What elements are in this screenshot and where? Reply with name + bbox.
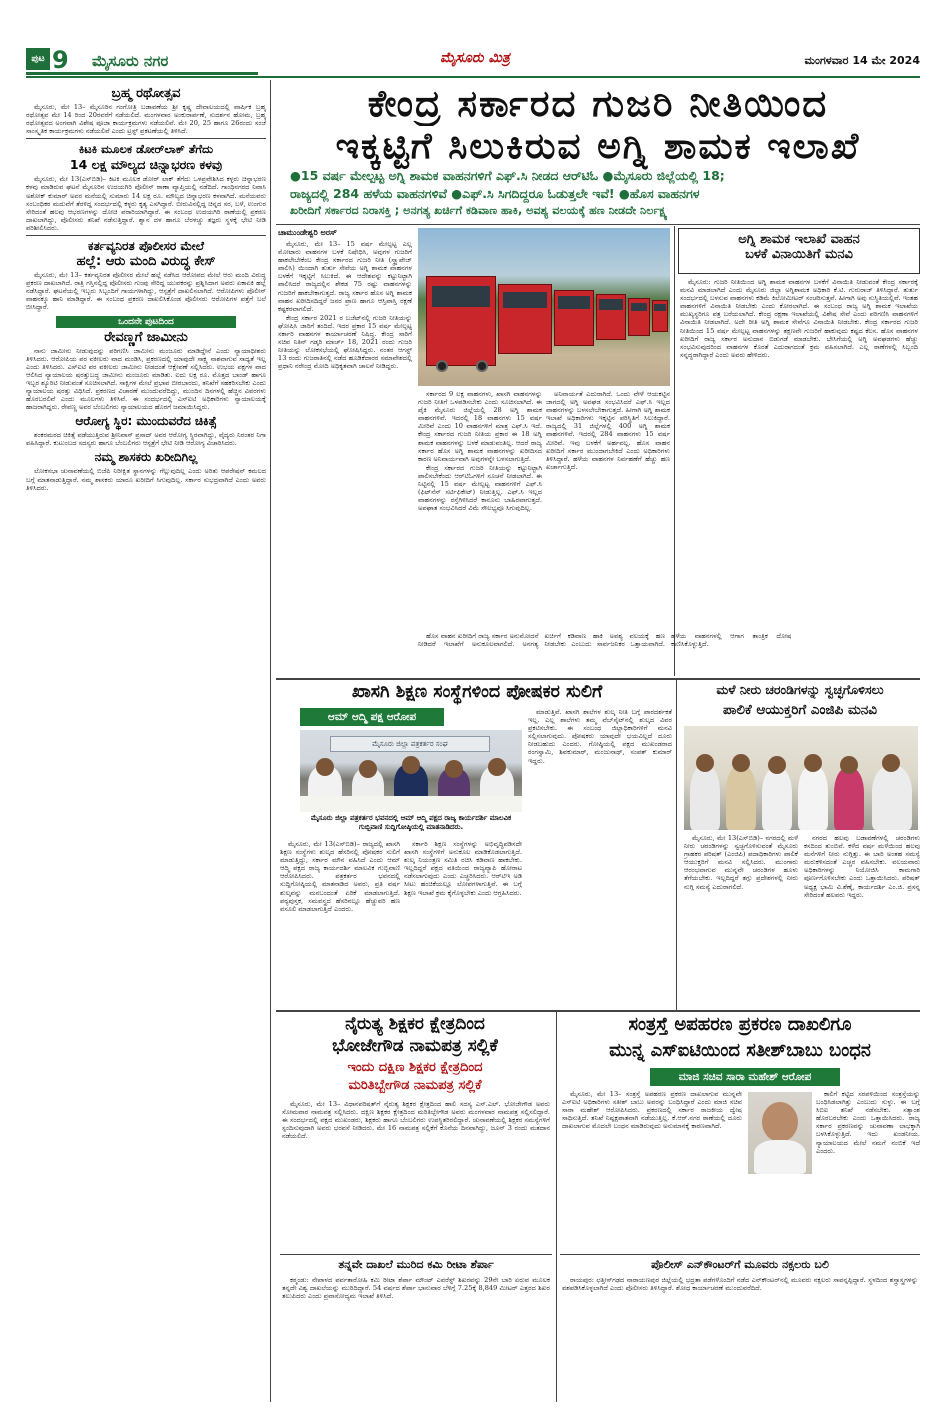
paragraph: ಕಾಲಿಗೆ ಕಟ್ಟಿದ ಸರಪಳಿಯಿಂದ ಸಂತ್ರಸ್ತೆಯನ್ನು ಬಂಧಿಸಿಡಲಾಗಿತ್ತು ಎಂಬುದು ಸುಳ್ಳು. ಈ ಬಗ್ಗೆ ಸಿಬಿಐ ತನಿಖೆ ನಡೆಸಬೇಕು. ಸತ್ಯಾಂಶ ಹೊರಬರಬೇಕು ಎಂದು ಒತ್ತಾಯಿಸಿದರು. ರಾಜ್ಯ ಸರ್ಕಾರ ಪ್ರಕರಣವನ್ನು ಚುನಾವಣಾ ಲಾಭಕ್ಕಾಗಿ ಬಳಸಿಕೊಳ್ಳುತ್ತಿದೆ. ಇದು ಖಂಡನೀಯ. ನ್ಯಾಯಾಲಯದ ಮೇಲೆ ನಮಗೆ ನಂಬಿಕೆ ಇದೆ ಎಂದರು. bbox=[816, 1090, 920, 1155]
divider bbox=[276, 1010, 920, 1012]
story-title-rathotsava: ಬ್ರಹ್ಮ ರಥೋತ್ಸವ bbox=[111, 86, 181, 101]
school-kicker: ಆಮ್ ಆದ್ಮಿ ಪಕ್ಷ ಆರೋಪ bbox=[300, 708, 444, 726]
paragraph: ಮೈಸೂರು: ಗುಜರಿ ನೀತಿಯಿಂದ ಅಗ್ನಿ ಶಾಮಕ ವಾಹನಗಳ ಬಳಕೆಗೆ ವಿನಾಯಿತಿ ನೀಡುವಂತೆ ಕೇಂದ್ರ ಸರ್ಕಾರಕ್ಕೆ ಮನವಿ ಮಾಡಲಾಗಿದೆ ಎಂದು ಮೈಸೂರು ಜಿಲ್ಲಾ ಅಗ್ನಿಶಾಮಕ ಅಧಿಕಾರಿ ಕೆ.ಟಿ. ಗುರುರಾಜ್ ತಿಳಿಸಿದ್ದಾರೆ. ತುರ್ತು ಸಂದರ್ಭದಲ್ಲಿ ಬಳಸುವ ವಾಹನಗಳು ಕಡಿಮೆ ಕಿಲೋಮೀಟರ್ ಸಂಚರಿಸುತ್ತವೆ. ಹೀಗಾಗಿ ಅವು ಸುಸ್ಥಿತಿಯಲ್ಲಿವೆ. ಇಂತಹ ವಾಹನಗಳಿಗೆ ವಿನಾಯಿತಿ ನೀಡಬೇಕು ಎಂದು ಕೋರಲಾಗಿದೆ. ಈ ಸಂಬಂಧ ರಾಜ್ಯ ಅಗ್ನಿ ಶಾಮಕ ಇಲಾಖೆಯ ಮುಖ್ಯಸ್ಥರಿಗೂ ಪತ್ರ ಬರೆಯಲಾಗಿದೆ. ಕೇಂದ್ರ ರಕ್ಷಣಾ ಇಲಾಖೆಯಲ್ಲಿ ವಿಶೇಷ ಸೇವೆ ಎಂದು ಪರಿಗಣಿಸಿ ವಾಹನಗಳಿಗೆ ವಿನಾಯಿತಿ ನೀಡಲಾಗಿದೆ. ಅದೇ ರೀತಿ ಅಗ್ನಿ ಶಾಮಕ ಸೇವೆಗೂ ವಿನಾಯಿತಿ ನೀಡಬೇಕು. ಕೇಂದ್ರ ಸರ್ಕಾರದ ಗುಜರಿ ನೀತಿಯಿಂದ 15 ವರ್ಷ ಮೇಲ್ಪಟ್ಟ ವಾಹನಗಳನ್ನು ತಕ್ಷಣವೇ ಗುಜರಿಗೆ ಹಾಕುವುದು ಕಷ್ಟದ ಕೆಲಸ. ಹೊಸ ವಾಹನಗಳ ಖರೀದಿಗೆ ರಾಜ್ಯ ಸರ್ಕಾರ ಅನುದಾನ ಬಿಡುಗಡೆ ಮಾಡಬೇಕು. ಬೇಸಿಗೆಯಲ್ಲಿ ಅಗ್ನಿ ಅವಘಡಗಳು ಹೆಚ್ಚು ಸಂಭವಿಸುವುದರಿಂದ ವಾಹನಗಳ ಕೊರತೆ ಎದುರಾಗದಂತೆ ಕ್ರಮ ವಹಿಸಲಾಗಿದೆ. ಎಲ್ಲ ಠಾಣೆಗಳಲ್ಲಿ ಸಿಬ್ಬಂದಿ ಸನ್ನದ್ಧರಾಗಿದ್ದಾರೆ ಎಂದು ಅವರು ಹೇಳಿದರು. bbox=[680, 278, 918, 359]
story-body-mla bbox=[26, 467, 266, 491]
divider bbox=[26, 235, 266, 236]
fire-exemption-title-box bbox=[678, 228, 920, 274]
paragraph: ಸರ್ಕಾರದ 9 ಲಕ್ಷ ವಾಹನಗಳು, ಖಾಸಗಿ ವಾಹನಗಳನ್ನು ಗುಜರಿ ನೀತಿಗೆ ಒಳಪಡಿಸಬೇಕು ಎಂದು ಸೂಚಿಸಲಾಗಿದೆ. ಈ ಪೈಕಿ ಮೈಸೂರು ಜಿಲ್ಲೆಯಲ್ಲಿ 28 ಅಗ್ನಿ ಶಾಮಕ ವಾಹನಗಳಿವೆ. ಇದರಲ್ಲಿ 18 ವಾಹನಗಳು 15 ವರ್ಷ ಮೀರಿವೆ ಎಂದು 10 ವಾಹನಗಳಿಗೆ ಮಾತ್ರ ಎಫ್.ಸಿ ಇದೆ. ಕೇಂದ್ರ ಸರ್ಕಾರದ ಗುಜರಿ ನೀತಿಯ ಪ್ರಕಾರ ಈ 18 ಅಗ್ನಿ ಶಾಮಕ ವಾಹನಗಳನ್ನು ಬಳಕೆ ಮಾಡುವಂತಿಲ್ಲ. ಆದರೆ ರಾಜ್ಯ ಸರ್ಕಾರ ಹೊಸ ಅಗ್ನಿ ಶಾಮಕ ವಾಹನಗಳನ್ನು ಖರೀದಿಸದ ಕಾರಣ ಅನಿವಾರ್ಯವಾಗಿ ಅವುಗಳನ್ನೇ ಬಳಸಲಾಗುತ್ತಿದೆ. bbox=[418, 390, 542, 463]
fire-trucks-photo bbox=[418, 228, 670, 386]
person-head bbox=[840, 756, 858, 774]
paragraph: ಶಂಕರಮಠದ ಚಿಕಿತ್ಸೆ ಪಡೆಯುತ್ತಿರುವ ಶ್ರೀನಿವಾಸ್ ಪ್ರಸಾದ್ ಅವರ ಆರೋಗ್ಯ ಸ್ಥಿರವಾಗಿದ್ದು, ವೈದ್ಯರು ನಿರಂತರ ನಿಗಾ ವಹಿಸಿದ್ದಾರೆ. ಕುಟುಂಬದ ಸದಸ್ಯರು ಹಾಗೂ ಬೆಂಬಲಿಗರು ಆಸ್ಪತ್ರೆಗೆ ಭೇಟಿ ನೀಡಿ ಆರೋಗ್ಯ ವಿಚಾರಿಸಿದರು. bbox=[26, 431, 266, 448]
naxal-body bbox=[562, 1276, 918, 1396]
section-title: ಮೈಸೂರು ನಗರ bbox=[92, 52, 169, 70]
story-body-rathotsava bbox=[26, 103, 266, 135]
person-head bbox=[488, 758, 506, 776]
press-banner: ಮೈಸೂರು ಜಿಲ್ಲಾ ಪತ್ರಕರ್ತರ ಸಂಘ bbox=[330, 736, 490, 752]
rain-body-col2 bbox=[804, 834, 920, 1008]
fire-truck bbox=[498, 284, 552, 354]
lead-body-col2 bbox=[418, 390, 542, 630]
school-body-col2 bbox=[404, 840, 522, 1008]
teachers-headline-line2: ಭೋಜೇಗೌಡ ನಾಮಪತ್ರ ಸಲ್ಲಿಕೆ bbox=[332, 1036, 498, 1056]
paragraph: ಮೈಸೂರು, ಮೇ 13– ಕರ್ತವ್ಯನಿರತ ಪೊಲೀಸರ ಮೇಲೆ ಹಲ್ಲೆ ನಡೆಸಿದ ಆರೋಪದ ಮೇಲೆ ಆರು ಮಂದಿ ವಿರುದ್ಧ ಪ್ರಕರಣ ದಾಖಲಾಗಿದೆ. ರಾತ್ರಿ ಗಸ್ತಿನಲ್ಲಿದ್ದ ಪೊಲೀಸರು ಗುಂಪು ಸೇರಿದ್ದ ಯುವಕರನ್ನು ಪ್ರಶ್ನಿಸಿದಾಗ ಅವರು ಏಕಾಏಕಿ ಹಲ್ಲೆ ನಡೆಸಿದ್ದಾರೆ. ಘಟನೆಯಲ್ಲಿ ಇಬ್ಬರು ಸಿಬ್ಬಂದಿಗೆ ಗಾಯಗಳಾಗಿದ್ದು, ಆಸ್ಪತ್ರೆಗೆ ದಾಖಲಿಸಲಾಗಿದೆ. ಆರೋಪಿಗಳು ಪೊಲೀಸ್ ವಾಹನಕ್ಕೂ ಹಾನಿ ಮಾಡಿದ್ದಾರೆ. ಈ ಸಂಬಂಧ ಪ್ರಕರಣ ದಾಖಲಿಸಿಕೊಂಡ ಪೊಲೀಸರು ಆರೋಪಿಗಳ ಪತ್ತೆಗೆ ಬಲೆ ಬೀಸಿದ್ದಾರೆ. bbox=[26, 271, 266, 312]
fire-exemption-title-line1: ಅಗ್ನಿ ಶಾಮಕ ಇಲಾಖೆ ವಾಹನ bbox=[738, 232, 860, 247]
masthead-logo: ಮೈಸೂರು ಮಿತ್ರ bbox=[440, 50, 510, 66]
story-title-assault-line2: ಹಲ್ಲೆ: ಆರು ಮಂದಿ ವಿರುದ್ಧ ಕೇಸ್ bbox=[76, 254, 216, 270]
person-head bbox=[804, 754, 822, 772]
person bbox=[726, 766, 756, 830]
fire-truck bbox=[426, 276, 496, 366]
divider bbox=[560, 1254, 920, 1255]
story-title-health: ಆರೋಗ್ಯ ಸ್ಥಿರ: ಮುಂದುವರೆದ ಚಿಕಿತ್ಸೆ bbox=[75, 414, 217, 429]
column-rule bbox=[270, 80, 271, 1402]
story-title-bail: ರೇವಣ್ಣಗೆ ಜಾಮೀನು bbox=[104, 329, 188, 345]
person bbox=[872, 766, 912, 830]
person-head bbox=[359, 760, 377, 778]
paragraph: ಸರ್ಕಾರಿ ಶಿಕ್ಷಣ ಸಂಸ್ಥೆಗಳನ್ನು ಅಭಿವೃದ್ಧಿಪಡಿಸದೇ ಖಾಸಗಿ ಸಂಸ್ಥೆಗಳಿಗೆ ಅನುಕೂಲ ಮಾಡಿಕೊಡಲಾಗುತ್ತಿದೆ. ಶುಲ್ಕ ನಿಯಂತ್ರಣ ಸಮಿತಿ ರಚಿಸಿ ಕಡಿವಾಣ ಹಾಕಬೇಕು. ಇಲ್ಲದಿದ್ದರೆ ಪಕ್ಷದ ವತಿಯಿಂದ ರಾಜ್ಯವ್ಯಾಪಿ ಹೋರಾಟ ನಡೆಸಲಾಗುವುದು ಎಂದು ಎಚ್ಚರಿಸಿದರು. ಆರ್‌ಟಿಇ ಅಡಿ ಸೀಟು ಹಂಚಿಕೆಯಲ್ಲೂ ಲೋಪಗಳಾಗುತ್ತಿವೆ. ಈ ಬಗ್ಗೆ ಶಿಕ್ಷಣ ಇಲಾಖೆ ಕ್ರಮ ಕೈಗೊಳ್ಳಬೇಕು ಎಂದು ಆಗ್ರಹಿಸಿದರು. bbox=[404, 840, 522, 897]
paragraph: ಲೋಕಸಭಾ ಚುನಾವಣೆಯಲ್ಲಿ ಬಿಜೆಪಿ ನಿರೀಕ್ಷಿತ ಸ್ಥಾನಗಳನ್ನು ಗೆಲ್ಲುವುದಿಲ್ಲ ಎಂದು ಅರಿತು ಆಪರೇಷನ್ ಕಮಲದ ಬಗ್ಗೆ ಮಾತನಾಡುತ್ತಿದ್ದಾರೆ. ನಮ್ಮ ಶಾಸಕರು ಯಾರೂ ಖರೀದಿಗೆ ಸಿಗುವುದಿಲ್ಲ. ಸರ್ಕಾರ ಸುಭದ್ರವಾಗಿದೆ ಎಂದು ಅವರು ತಿಳಿಸಿದರು. bbox=[26, 467, 266, 492]
lead-headline-line1: ಕೇಂದ್ರ ಸರ್ಕಾರದ ಗುಜರಿ ನೀತಿಯಿಂದ bbox=[367, 82, 829, 125]
paragraph: ಮೈಸೂರು, ಮೇ 13– ವಿಧಾನಪರಿಷತ್‌ಗೆ ನೈರುತ್ಯ ಶಿಕ್ಷಕರ ಕ್ಷೇತ್ರದಿಂದ ಹಾಲಿ ಸದಸ್ಯ ಎಸ್.ಎಲ್. ಭೋಜೇಗೌಡ ಅವರು ಸೋಮವಾರ ನಾಮಪತ್ರ ಸಲ್ಲಿಸಿದರು. ದಕ್ಷಿಣ ಶಿಕ್ಷಕರ ಕ್ಷೇತ್ರದಿಂದ ಮರಿತಿಬ್ಬೇಗೌಡ ಅವರು ಮಂಗಳವಾರ ನಾಮಪತ್ರ ಸಲ್ಲಿಸಲಿದ್ದಾರೆ. ಈ ಸಂದರ್ಭದಲ್ಲಿ ಪಕ್ಷದ ಮುಖಂಡರು, ಶಿಕ್ಷಕರು ಹಾಗೂ ಬೆಂಬಲಿಗರು ಉಪಸ್ಥಿತರಿರಲಿದ್ದಾರೆ. ಚುನಾವಣೆಯಲ್ಲಿ ಶಿಕ್ಷಕರ ಸಮಸ್ಯೆಗಳಿಗೆ ಸ್ಪಂದಿಸುವುದಾಗಿ ಅವರು ಭರವಸೆ ನೀಡಿದರು. ಮೇ 16 ನಾಮಪತ್ರ ಸಲ್ಲಿಕೆಗೆ ಕೊನೆಯ ದಿನವಾಗಿದ್ದು, ಜೂನ್ 3 ರಂದು ಮತದಾನ ನಡೆಯಲಿದೆ. bbox=[282, 1100, 550, 1141]
person-head bbox=[316, 758, 334, 776]
lead-bullets-line1: ●15 ವರ್ಷ ಮೇಲ್ಪಟ್ಟ ಅಗ್ನಿ ಶಾಮಕ ವಾಹನಗಳಿಗೆ ಎಫ್.ಸಿ ನೀಡದ ಆರ್‌ಟಿಓ ●ಮೈಸೂರು ಜಿಲ್ಲೆಯಲ್ಲಿ 18; bbox=[290, 168, 725, 183]
lead-bullets-line3: ಖರೀದಿಗೆ ಸರ್ಕಾರದ ನಿರಾಸಕ್ತಿ ; ಅನಗತ್ಯ ಖರ್ಚಿಗೆ ಕಡಿವಾಣ ಹಾಕಿ, ಅವಶ್ಯ ವಲಯಕ್ಕೆ ಹಣ ನೀಡದೇ ನಿರ್ಲಕ್ಷ್ಯ bbox=[290, 204, 668, 217]
teachers-subhead-line1: ಇಂದು ದಕ್ಷಿಣ ಶಿಕ್ಷಕರ ಕ್ಷೇತ್ರದಿಂದ bbox=[347, 1060, 483, 1075]
portrait-head bbox=[762, 1102, 798, 1142]
rain-body-col1 bbox=[684, 834, 798, 1008]
issue-date: ಮಂಗಳವಾರ 14 ಮೇ 2024 bbox=[804, 54, 920, 67]
person-head bbox=[732, 754, 750, 772]
press-meet-photo bbox=[300, 730, 522, 812]
fire-truck bbox=[628, 298, 650, 336]
sherpa-headline: ತನ್ನವೇ ದಾಖಲೆ ಮುರಿದ ಕಮಿ ರೀಟಾ ಶೆರ್ಪಾ bbox=[338, 1258, 494, 1271]
person bbox=[798, 766, 828, 830]
column-rule bbox=[674, 226, 675, 676]
byline: ಚಾಮುಂಡೇಶ್ವರಿ ಅರಸ್ bbox=[278, 228, 337, 237]
school-body-col1 bbox=[280, 840, 400, 1008]
left-column bbox=[26, 82, 266, 1402]
person bbox=[690, 766, 720, 830]
teachers-headline-line1: ನೈರುತ್ಯ ಶಿಕ್ಷಕರ ಕ್ಷೇತ್ರದಿಂದ bbox=[345, 1014, 485, 1034]
story-body-health bbox=[26, 431, 266, 447]
paragraph: ಕೇಂದ್ರ ಸರ್ಕಾರದ ಗುಜರಿ ನೀತಿಯನ್ನು ಕಟ್ಟುನಿಟ್ಟಾಗಿ ಪಾಲಿಸಬೇಕೆಂದು ಆರ್‌ಟಿಓಗಳಿಗೆ ಸೂಚನೆ ನೀಡಲಾಗಿದೆ. ಈ ನಿಟ್ಟಿನಲ್ಲಿ 15 ವರ್ಷ ಮೇಲ್ಪಟ್ಟ ವಾಹನಗಳಿಗೆ ಎಫ್.ಸಿ (ಫಿಟ್‌ನೆಸ್ ಸರ್ಟಿಫಿಕೇಟ್) ನೀಡುತ್ತಿಲ್ಲ. ಎಫ್.ಸಿ ಇಲ್ಲದ ವಾಹನಗಳನ್ನು ರಸ್ತೆಗಿಳಿಸಿದರೆ ಕಾನೂನು ಬಾಹಿರವಾಗುತ್ತದೆ. ಅಪಘಾತ ಸಂಭವಿಸಿದರೆ ವಿಮೆ ಸೌಲಭ್ಯವೂ ಸಿಗುವುದಿಲ್ಲ. bbox=[418, 463, 542, 513]
person-head bbox=[696, 754, 714, 772]
paragraph: ಮಾಡುತ್ತಿವೆ. ಖಾಸಗಿ ಶಾಲೆಗಳ ಶುಲ್ಕ ನೀತಿ ಬಗ್ಗೆ ಪಾರದರ್ಶಕತೆ ಇಲ್ಲ. ಎಲ್ಲ ಶಾಲೆಗಳು ತಮ್ಮ ವೆಬ್‌ಸೈಟ್‌ನಲ್ಲಿ ಶುಲ್ಕದ ವಿವರ ಪ್ರಕಟಿಸಬೇಕು. ಈ ಸಂಬಂಧ ಜಿಲ್ಲಾಧಿಕಾರಿಗಳಿಗೆ ಮನವಿ ಸಲ್ಲಿಸಲಾಗುವುದು. ಪೋಷಕರು ಯಾವುದೇ ಭಯವಿಲ್ಲದೆ ದೂರು ನೀಡಬಹುದು ಎಂದರು. ಗೋಷ್ಠಿಯಲ್ಲಿ ಪಕ್ಷದ ಮುಖಂಡರಾದ ರಂಗಸ್ವಾಮಿ, ಶಿವಕುಮಾರ್, ಮಂಜುನಾಥ್, ಸಂಪತ್ ಕುಮಾರ್ ಇದ್ದರು. bbox=[528, 708, 672, 765]
person-head bbox=[882, 754, 900, 772]
paragraph: ಕೇಂದ್ರ ಸರ್ಕಾರ 2021 ರ ಬಜೆಟ್‌ನಲ್ಲಿ ಗುಜರಿ ನೀತಿಯನ್ನು ಘೋಷಿಸಿ ಜಾರಿಗೆ ತಂದಿದೆ. ಇದರ ಪ್ರಕಾರ 15 ವರ್ಷ ಮೇಲ್ಪಟ್ಟ ಸರ್ಕಾರಿ ವಾಹನಗಳ ಕಾರ್ಯಾಚರಣೆ ನಿಷಿದ್ಧ. ಕೇಂದ್ರ ಸಾರಿಗೆ ಸಚಿವ ನಿತಿನ್ ಗಡ್ಕರಿ ಮಾರ್ಚ್ 18, 2021 ರಂದು ಗುಜರಿ ನೀತಿಯನ್ನು ಲೋಕಸಭೆಯಲ್ಲಿ ಘೋಷಿಸಿದ್ದರು. ನಂತರ ಆಗಸ್ಟ್ 13 ರಂದು ಗುಜರಾತಿನಲ್ಲಿ ನಡೆದ ಹೂಡಿಕೆದಾರರ ಸಮಾವೇಶದಲ್ಲಿ ಪ್ರಧಾನಿ ನರೇಂದ್ರ ಮೋದಿ ಅಧಿಕೃತವಾಗಿ ಚಾಲನೆ ನೀಡಿದ್ದರು. bbox=[278, 313, 412, 371]
person-head bbox=[768, 756, 786, 774]
paragraph: ಮೈಸೂರು, ಮೇ 13– ಮೈಸೂರಿನ ಗಂಗೋತ್ರಿ ಬಡಾವಣೆಯ ಶ್ರೀ ಕೃಷ್ಣ ದೇವಾಲಯದಲ್ಲಿ ವಾರ್ಷಿಕ ಬ್ರಹ್ಮ ರಥೋತ್ಸವ ಮೇ 14 ರಿಂದ 20ರವರೆಗೆ ನಡೆಯಲಿದೆ. ಮಂಗಳವಾರ ಅಂಕುರಾರ್ಪಣೆ, ಸುದರ್ಶನ ಹೋಮ, ಬ್ರಹ್ಮ ರಥೋತ್ಸವದ ಅಂಗವಾಗಿ ವಿಶೇಷ ಪೂಜಾ ಕಾರ್ಯಕ್ರಮಗಳು ನಡೆಯಲಿವೆ. ಮೇ 20, 25 ಹಾಗೂ 26ರಂದು ಸಂಜೆ ಸಾಂಸ್ಕೃತಿಕ ಕಾರ್ಯಕ್ರಮಗಳು ನಡೆಯಲಿವೆ ಎಂದು ಟ್ರಸ್ಟ್ ಪ್ರಕಟಣೆಯಲ್ಲಿ ತಿಳಿಸಿದೆ. bbox=[26, 103, 266, 136]
story-title-theft-line1: ಕಿಟಕಿ ಮೂಲಕ ಡೋರ್‌ಲಾಕ್ ತೆಗೆದು bbox=[78, 142, 214, 157]
kidnap-body-col1 bbox=[562, 1090, 742, 1250]
rain-headline-line2: ಪಾಲಿಕೆ ಆಯುಕ್ತರಿಗೆ ಎಂಜಿಪಿ ಮನವಿ bbox=[722, 702, 877, 718]
naxal-headline: ಪೊಲೀಸ್ ಎನ್‌ಕೌಂಟರ್‌ಗೆ ಮೂವರು ನಕ್ಸಲರು ಬಲಿ bbox=[651, 1258, 829, 1271]
paragraph: ಮೈಸೂರು, ಮೇ 13(ಎಸ್‌ಬಿಡಿ)– ನಗರದಲ್ಲಿ ಮಳೆ ನೀರು ಚರಂಡಿಗಳನ್ನು ಸ್ವಚ್ಛಗೊಳಿಸುವಂತೆ ಮೈಸೂರು ಗ್ರಾಹಕರ ಪರಿಷತ್ (ಎಂಜಿಪಿ) ಪದಾಧಿಕಾರಿಗಳು ಪಾಲಿಕೆ ಆಯುಕ್ತರಿಗೆ ಮನವಿ ಸಲ್ಲಿಸಿದರು. ಮುಂಗಾರು ಆರಂಭವಾಗುವ ಮುನ್ನವೇ ಚರಂಡಿಗಳ ಹೂಳು ತೆಗೆಯಬೇಕು. ಇಲ್ಲದಿದ್ದರೆ ತಗ್ಗು ಪ್ರದೇಶಗಳಲ್ಲಿ ನೀರು ನುಗ್ಗಿ ಸಮಸ್ಯೆ ಎದುರಾಗಲಿದೆ. bbox=[684, 834, 798, 891]
lead-headline-line2: ಇಕ್ಕಟ್ಟಿಗೆ ಸಿಲುಕಿರುವ ಅಗ್ನಿ ಶಾಮಕ ಇಲಾಖೆ bbox=[335, 126, 861, 167]
wheel bbox=[436, 360, 448, 372]
paragraph: ರಾಯಪುರ: ಛತ್ತೀಸ್‌ಗಢದ ನಾರಾಯಣಪುರ ಜಿಲ್ಲೆಯಲ್ಲಿ ಭದ್ರತಾ ಪಡೆಗಳೊಂದಿಗೆ ನಡೆದ ಎನ್‌ಕೌಂಟರ್‌ನಲ್ಲಿ ಮೂವರು ನಕ್ಸಲರು ಸಾವನ್ನಪ್ಪಿದ್ದಾರೆ. ಸ್ಥಳದಿಂದ ಶಸ್ತ್ರಾಸ್ತ್ರಗಳನ್ನು ವಶಪಡಿಸಿಕೊಳ್ಳಲಾಗಿದೆ ಎಂದು ಪೊಲೀಸರು ತಿಳಿಸಿದ್ದಾರೆ. ಶೋಧ ಕಾರ್ಯಾಚರಣೆ ಮುಂದುವರೆದಿದೆ. bbox=[562, 1276, 918, 1293]
paragraph: ನಗರದ ಹಲವು ಬಡಾವಣೆಗಳಲ್ಲಿ ಚರಂಡಿಗಳು ಕಸದಿಂದ ತುಂಬಿವೆ. ಕಳೆದ ವರ್ಷ ಮಳೆಯಿಂದ ಹಲವು ಮನೆಗಳಿಗೆ ನೀರು ನುಗ್ಗಿತ್ತು. ಈ ಬಾರಿ ಅಂತಹ ಸಮಸ್ಯೆ ಮರುಕಳಿಸದಂತೆ ಎಚ್ಚರ ವಹಿಸಬೇಕು. ವಲಯವಾರು ಅಧಿಕಾರಿಗಳನ್ನು ನಿಯೋಜಿಸಿ ಕಾಮಗಾರಿ ಪೂರ್ಣಗೊಳಿಸಬೇಕು ಎಂದು ಒತ್ತಾಯಿಸಿದರು. ಪರಿಷತ್ ಅಧ್ಯಕ್ಷ ಭಾಮಿ ವಿ.ಶೆಣೈ, ಕಾರ್ಯದರ್ಶಿ ಎಂ.ಜಿ. ಪ್ರಸನ್ನ ಸೇರಿದಂತೆ ಹಲವರು ಇದ್ದರು. bbox=[804, 834, 920, 899]
header-band bbox=[26, 72, 258, 75]
story-title-theft-line2: 14 ಲಕ್ಷ ಮೌಲ್ಯದ ಚಿನ್ನಾಭರಣ ಕಳವು bbox=[69, 157, 223, 173]
page-label: ಪುಟ bbox=[26, 48, 50, 70]
divider bbox=[280, 1254, 552, 1255]
paragraph: ಕಠ್ಮಂಡು: ನೇಪಾಳದ ಪರ್ವತಾರೋಹಿ ಕಮಿ ರೀಟಾ ಶೆರ್ಪಾ ಮೌಂಟ್ ಎವರೆಸ್ಟ್ ಶಿಖರವನ್ನು 29ನೇ ಬಾರಿ ಏರುವ ಮೂಲಕ ತನ್ನದೇ ವಿಶ್ವ ದಾಖಲೆಯನ್ನು ಮುರಿದಿದ್ದಾರೆ. 54 ವರ್ಷದ ಶೆರ್ಪಾ ಭಾನುವಾರ ಬೆಳಿಗ್ಗೆ 7.25ಕ್ಕೆ 8,849 ಮೀಟರ್ ಎತ್ತರದ ಶಿಖರ ತಲುಪಿದರು ಎಂದು ಪ್ರವಾಸೋದ್ಯಮ ಇಲಾಖೆ ತಿಳಿಸಿದೆ. bbox=[282, 1276, 550, 1301]
fire-truck bbox=[554, 290, 594, 346]
divider bbox=[276, 678, 920, 680]
person-head bbox=[402, 756, 420, 774]
wheel bbox=[476, 360, 488, 372]
header-rule bbox=[26, 76, 920, 78]
sherpa-body bbox=[282, 1276, 550, 1396]
mgp-memorandum-photo bbox=[684, 726, 918, 830]
lead-bullets-line2: ರಾಜ್ಯದಲ್ಲಿ 284 ಹಳೆಯ ವಾಹನಗಳಿವೆ ●ಎಫ್.ಸಿ ಸಿಗದಿದ್ದರೂ ಓಡುತ್ತಲೇ ಇವೆ! ●ಹೊಸ ವಾಹನಗಳ bbox=[290, 186, 700, 201]
story-body-assault bbox=[26, 271, 266, 311]
column-rule bbox=[676, 680, 677, 1010]
teachers-body bbox=[282, 1100, 550, 1250]
kidnap-headline-line2: ಮುನ್ನ ಎಸ್‌ಐಟಿಯಿಂದ ಸತೀಶ್‌ಬಾಬು ಬಂಧನ bbox=[609, 1040, 871, 1061]
sara-mahesh-portrait bbox=[748, 1092, 812, 1174]
paragraph: ನಾನು ಜಾಮೀನು ನೀಡುವುದನ್ನು ಪರಿಗಣಿಸಿ ಜಾಮೀನು ಮಂಜೂರು ಮಾಡಿದ್ದೇನೆ ಎಂದು ನ್ಯಾಯಾಧೀಶರು ತಿಳಿಸಿದರು. ಆರೋಪಿಯ ಪರ ವಕೀಲರು ವಾದ ಮಂಡಿಸಿ, ಪ್ರಕರಣದಲ್ಲಿ ಯಾವುದೇ ಸಾಕ್ಷ್ಯ ನಾಶವಾಗುವ ಸಾಧ್ಯತೆ ಇಲ್ಲ ಎಂದು ತಿಳಿಸಿದರು. ಎಸ್‌ಐಟಿ ಪರ ವಕೀಲರು ಜಾಮೀನು ನೀಡದಂತೆ ಆಕ್ಷೇಪಣೆ ಸಲ್ಲಿಸಿದರು. ಉಭಯ ಪಕ್ಷಗಳ ವಾದ ಆಲಿಸಿದ ನ್ಯಾಯಾಲಯ ಷರತ್ತುಬದ್ಧ ಜಾಮೀನು ಮಂಜೂರು ಮಾಡಿತು. ಐದು ಲಕ್ಷ ರೂ. ಮೊತ್ತದ ಬಾಂಡ್ ಹಾಗೂ ಇಬ್ಬರ ಶ್ಯೂರಿಟಿ ನೀಡುವಂತೆ ಸೂಚಿಸಲಾಗಿದೆ. ಸಾಕ್ಷಿಗಳ ಮೇಲೆ ಪ್ರಭಾವ ಬೀರಬಾರದು, ತನಿಖೆಗೆ ಸಹಕರಿಸಬೇಕು ಎಂದು ನ್ಯಾಯಾಲಯ ಷರತ್ತು ವಿಧಿಸಿದೆ. ಪ್ರಕರಣದ ವಿಚಾರಣೆ ಮುಂದುವರೆದಿದ್ದು, ಮುಂದಿನ ದಿನಗಳಲ್ಲಿ ಹೆಚ್ಚಿನ ವಿವರಗಳು ಹೊರಬರಲಿವೆ ಎಂದು ಮೂಲಗಳು ತಿಳಿಸಿವೆ. ಈ ಸಂದರ್ಭದಲ್ಲಿ ಎಸ್‌ಐಟಿ ಅಧಿಕಾರಿಗಳು ನ್ಯಾಯಾಲಯಕ್ಕೆ ಹಾಜರಾಗಿದ್ದರು. ರೇವಣ್ಣ ಅವರ ಬೆಂಬಲಿಗರು ನ್ಯಾಯಾಲಯದ ಹೊರಗೆ ಜಮಾಯಿಸಿದ್ದರು. bbox=[26, 346, 266, 412]
kidnap-headline-line1: ಸಂತ್ರಸ್ತೆ ಅಪಹರಣ ಪ್ರಕರಣ ದಾಖಲಿಗೂ bbox=[628, 1014, 852, 1035]
divider bbox=[26, 138, 266, 139]
paragraph: ಅನಿವಾರ್ಯತೆ ಎದುರಾಗಿದೆ. ಒಂದು ವೇಳೆ ಆಯಕಟ್ಟಿನ ಜಾಗದಲ್ಲಿ ಅಗ್ನಿ ಅವಘಡ ಸಂಭವಿಸಿದರೆ ಎಫ್.ಸಿ ಇಲ್ಲದ ವಾಹನಗಳನ್ನು ಬಳಸಲೇಬೇಕಾಗುತ್ತದೆ. ಹೀಗಾಗಿ ಅಗ್ನಿ ಶಾಮಕ ಇಲಾಖೆ ಅಧಿಕಾರಿಗಳು ಇಕ್ಕಟ್ಟಿನ ಪರಿಸ್ಥಿತಿಗೆ ಸಿಲುಕಿದ್ದಾರೆ. ರಾಜ್ಯದಲ್ಲಿ 31 ಜಿಲ್ಲೆಗಳಲ್ಲಿ 400 ಅಗ್ನಿ ಶಾಮಕ ವಾಹನಗಳಿವೆ. ಇದರಲ್ಲಿ 284 ವಾಹನಗಳು 15 ವರ್ಷ ಮೀರಿವೆ. ಇವು ಬಳಕೆಗೆ ಅರ್ಹವಲ್ಲ. ಹೊಸ ವಾಹನ ಖರೀದಿಗೆ ಸರ್ಕಾರ ಮುಂದಾಗಬೇಕಿದೆ ಎಂದು ಅಧಿಕಾರಿಗಳು ತಿಳಿಸಿದ್ದಾರೆ. ಹಳೆಯ ವಾಹನಗಳ ನಿರ್ವಹಣೆಗೆ ಹೆಚ್ಚು ಹಣ ಖರ್ಚಾಗುತ್ತಿದೆ. bbox=[546, 390, 670, 471]
school-headline: ಖಾಸಗಿ ಶಿಕ್ಷಣ ಸಂಸ್ಥೆಗಳಿಂದ ಪೋಷಕರ ಸುಲಿಗೆ bbox=[351, 682, 603, 702]
column-rule bbox=[556, 1012, 557, 1402]
school-body-col3 bbox=[528, 708, 672, 1008]
portrait-shirt bbox=[754, 1140, 806, 1174]
lead-body-col1 bbox=[278, 240, 412, 630]
fire-truck bbox=[652, 300, 668, 332]
lead-body-col3 bbox=[546, 390, 670, 630]
teachers-subhead-line2: ಮರಿತಿಬ್ಬೇಗೌಡ ನಾಮಪತ್ರ ಸಲ್ಲಿಕೆ bbox=[348, 1078, 482, 1093]
kidnap-kicker: ಮಾಜಿ ಸಚಿವ ಸಾರಾ ಮಹೇಶ್ ಆರೋಪ bbox=[650, 1068, 840, 1086]
continued-tag: ಒಂದನೇ ಪುಟದಿಂದ bbox=[56, 316, 236, 328]
paragraph: ಮೈಸೂರು, ಮೇ 13– ಸಂತ್ರಸ್ತೆ ಅಪಹರಣ ಪ್ರಕರಣ ದಾಖಲಾಗುವ ಮುನ್ನವೇ ಎಸ್‌ಐಟಿ ಅಧಿಕಾರಿಗಳು ಸತೀಶ್ ಬಾಬು ಅವರನ್ನು ಬಂಧಿಸಿದ್ದಾರೆ ಎಂದು ಮಾಜಿ ಸಚಿವ ಸಾರಾ ಮಹೇಶ್ ಆರೋಪಿಸಿದರು. ಪ್ರಕರಣದಲ್ಲಿ ಸರ್ಕಾರ ರಾಜಕೀಯ ದ್ವೇಷ ಸಾಧಿಸುತ್ತಿದೆ. ತನಿಖೆ ನಿಷ್ಪಕ್ಷಪಾತವಾಗಿ ನಡೆಯುತ್ತಿಲ್ಲ. ಕೆ.ಆರ್.ನಗರ ಠಾಣೆಯಲ್ಲಿ ದೂರು ದಾಖಲಾಗುವ ಮೊದಲೇ ಬಂಧನ ಮಾಡಿರುವುದು ಅನುಮಾನಕ್ಕೆ ಕಾರಣವಾಗಿದೆ. bbox=[562, 1090, 742, 1131]
kidnap-body-col2 bbox=[816, 1090, 920, 1250]
story-body-bail bbox=[26, 347, 266, 412]
page-number: 9 bbox=[52, 46, 69, 72]
person bbox=[762, 768, 792, 830]
press-photo-caption: ಮೈಸೂರು ಜಿಲ್ಲಾ ಪತ್ರಕರ್ತರ ಭವನದಲ್ಲಿ ಆಮ್ ಆದ್ಮಿ ಪಕ್ಷದ ರಾಜ್ಯ ಕಾರ್ಯದರ್ಶಿ ಮಾಲವಿಕ ಗುಬ್ಬಿವಾಣಿ ಸುದ್ದಿಗೋಷ್ಠಿಯಲ್ಲಿ ಮಾತನಾಡಿದರು. bbox=[310, 814, 512, 831]
fire-exemption-title-line2: ಬಳಕೆ ವಿನಾಯಿತಿಗೆ ಮನವಿ bbox=[745, 247, 853, 262]
fire-truck bbox=[596, 294, 626, 340]
paragraph: ಮೈಸೂರು, ಮೇ 13(ಎಸ್‌ಬಿಡಿ)– ಕಿಟಕಿ ಮೂಲಕ ಡೋರ್ ಲಾಕ್ ತೆಗೆದು ಒಳಪ್ರವೇಶಿಸಿದ ಕಳ್ಳರು ಚಿನ್ನಾಭರಣ ಕಳವು ಮಾಡಿರುವ ಘಟನೆ ಮೈಸೂರಿನ ಉದಯಗಿರಿ ಪೊಲೀಸ್ ಠಾಣಾ ವ್ಯಾಪ್ತಿಯಲ್ಲಿ ನಡೆದಿದೆ. ಗಾಂಧಿನಗರದ ನಿವಾಸಿ ಅಶೋಕ್ ಕುಮಾರ್ ಅವರ ಮನೆಯಲ್ಲಿ ಸುಮಾರು 14 ಲಕ್ಷ ರೂ. ಮೌಲ್ಯದ ಚಿನ್ನಾಭರಣ ಕಳವಾಗಿದೆ. ಮನೆಯವರು ಸಂಬಂಧಿಕರ ಮದುವೆಗೆ ತೆರಳಿದ್ದ ಸಂದರ್ಭದಲ್ಲಿ ಕಳ್ಳರು ಕೃತ್ಯ ಎಸಗಿದ್ದಾರೆ. ಬೀರುವಿನಲ್ಲಿದ್ದ ಚಿನ್ನದ ಸರ, ಬಳೆ, ಉಂಗುರ ಸೇರಿದಂತೆ ಹಲವು ಆಭರಣಗಳನ್ನು ದೋಚಿ ಪರಾರಿಯಾಗಿದ್ದಾರೆ. ಈ ಸಂಬಂಧ ಉದಯಗಿರಿ ಠಾಣೆಯಲ್ಲಿ ಪ್ರಕರಣ ದಾಖಲಾಗಿದ್ದು, ಪೊಲೀಸರು ತನಿಖೆ ನಡೆಸುತ್ತಿದ್ದಾರೆ. ಶ್ವಾನ ದಳ ಹಾಗೂ ಬೆರಳಚ್ಚು ತಜ್ಞರು ಸ್ಥಳಕ್ಕೆ ಭೇಟಿ ನೀಡಿ ಪರಿಶೀಲಿಸಿದರು. bbox=[26, 175, 266, 232]
paragraph: ಮೈಸೂರು, ಮೇ 13– 15 ವರ್ಷ ಮೇಲ್ಪಟ್ಟ ಎಲ್ಲ ಮೋಟಾರು ವಾಹನಗಳ ಬಳಕೆ ನಿಷೇಧಿಸಿ, ಅವುಗಳ ಗುಜರಿಗೆ ಹಾಕಲೇಬೇಕೆಂಬ ಕೇಂದ್ರ ಸರ್ಕಾರದ ಗುಜರಿ ನೀತಿ (ಸ್ಕ್ರ್ಯಾಪೇಜ್ ಪಾಲಿಸಿ) ಯಿಂದಾಗಿ ತುರ್ತು ಸೇವೆಯ ಅಗ್ನಿ ಶಾಮಕ ವಾಹನಗಳ ಬಳಕೆಗೆ ಇಕ್ಕಟ್ಟಿಗೆ ಸಿಲುಕಿದೆ. ಈ ಆದೇಶವನ್ನು ಕಟ್ಟುನಿಟ್ಟಾಗಿ ಪಾಲಿಸಿದರೆ ರಾಜ್ಯದಲ್ಲಿನ ಶೇಕಡ 75 ರಷ್ಟು ವಾಹನಗಳನ್ನು ಗುಜರಿಗೆ ಹಾಕಬೇಕಾಗುತ್ತದೆ. ರಾಜ್ಯ ಸರ್ಕಾರ ಹೊಸ ಅಗ್ನಿ ಶಾಮಕ ವಾಹನ ಖರೀದಿಸದಿದ್ದರೆ ಜನರ ಪ್ರಾಣ ಹಾಗೂ ಆಸ್ತಿಪಾಸ್ತಿ ರಕ್ಷಣೆ ಕಷ್ಟಕರವಾಗಲಿದೆ. bbox=[278, 240, 412, 313]
person-head bbox=[445, 760, 463, 778]
story-title-assault-line1: ಕರ್ತವ್ಯನಿರತ ಪೊಲೀಸರ ಮೇಲೆ bbox=[88, 239, 204, 254]
paragraph: ಹೊಸ ವಾಹನ ಖರೀದಿಗೆ ರಾಜ್ಯ ಸರ್ಕಾರ ಅನುಮೋದನೆ ನೀಡಿದರೆ ಇಲಾಖೆಗೆ ಅನುಕೂಲವಾಗಲಿದೆ. ಅನಗತ್ಯ ಖರ್ಚಿಗೆ ಕಡಿವಾಣ ಹಾಕಿ ಅವಶ್ಯ ವಲಯಕ್ಕೆ ಹಣ ನೀಡಬೇಕು ಎಂಬುದು ಸಾರ್ವಜನಿಕರ ಒತ್ತಾಯವಾಗಿದೆ. ಹಳೆಯ ವಾಹನಗಳಲ್ಲಿ ಆಗಾಗ ತಾಂತ್ರಿಕ ದೋಷ ಕಾಣಿಸಿಕೊಳ್ಳುತ್ತಿದೆ. bbox=[418, 632, 792, 649]
story-body-theft bbox=[26, 175, 266, 232]
rain-headline-line1: ಮಳೆ ನೀರು ಚರಂಡಿಗಳನ್ನು ಸ್ವಚ್ಛಗೊಳಿಸಲು bbox=[716, 682, 884, 697]
fire-exemption-body bbox=[680, 278, 918, 623]
person bbox=[834, 768, 864, 830]
table bbox=[300, 796, 522, 812]
story-title-mla: ನಮ್ಮ ಶಾಸಕರು ಖರೀದಿಗಿಲ್ಲ bbox=[94, 450, 198, 465]
divider bbox=[276, 224, 920, 225]
paragraph: ಮೈಸೂರು, ಮೇ 13(ಎಸ್‌ಬಿಡಿ)– ರಾಜ್ಯದಲ್ಲಿ ಖಾಸಗಿ ಶಿಕ್ಷಣ ಸಂಸ್ಥೆಗಳು ಶುಲ್ಕದ ಹೆಸರಿನಲ್ಲಿ ಪೋಷಕರ ಸುಲಿಗೆ ಮಾಡುತ್ತಿದ್ದು, ಸರ್ಕಾರ ಮೌನ ವಹಿಸಿದೆ ಎಂದು ಆಮ್ ಆದ್ಮಿ ಪಕ್ಷದ ರಾಜ್ಯ ಕಾರ್ಯದರ್ಶಿ ಮಾಲವಿಕ ಗುಬ್ಬಿವಾಣಿ ಆರೋಪಿಸಿದರು. ಪತ್ರಕರ್ತರ ಭವನದಲ್ಲಿ ಸುದ್ದಿಗೋಷ್ಠಿಯಲ್ಲಿ ಮಾತನಾಡಿದ ಅವರು, ಪ್ರತಿ ವರ್ಷ ಶುಲ್ಕವನ್ನು ಮನಬಂದಂತೆ ಏರಿಕೆ ಮಾಡಲಾಗುತ್ತಿದೆ. ಪಠ್ಯಪುಸ್ತಕ, ಸಮವಸ್ತ್ರದ ಹೆಸರಿನಲ್ಲೂ ಹೆಚ್ಚುವರಿ ಹಣ ವಸೂಲಿ ಮಾಡಲಾಗುತ್ತಿದೆ ಎಂದರು. bbox=[280, 840, 400, 913]
lead-continuation bbox=[418, 632, 918, 674]
